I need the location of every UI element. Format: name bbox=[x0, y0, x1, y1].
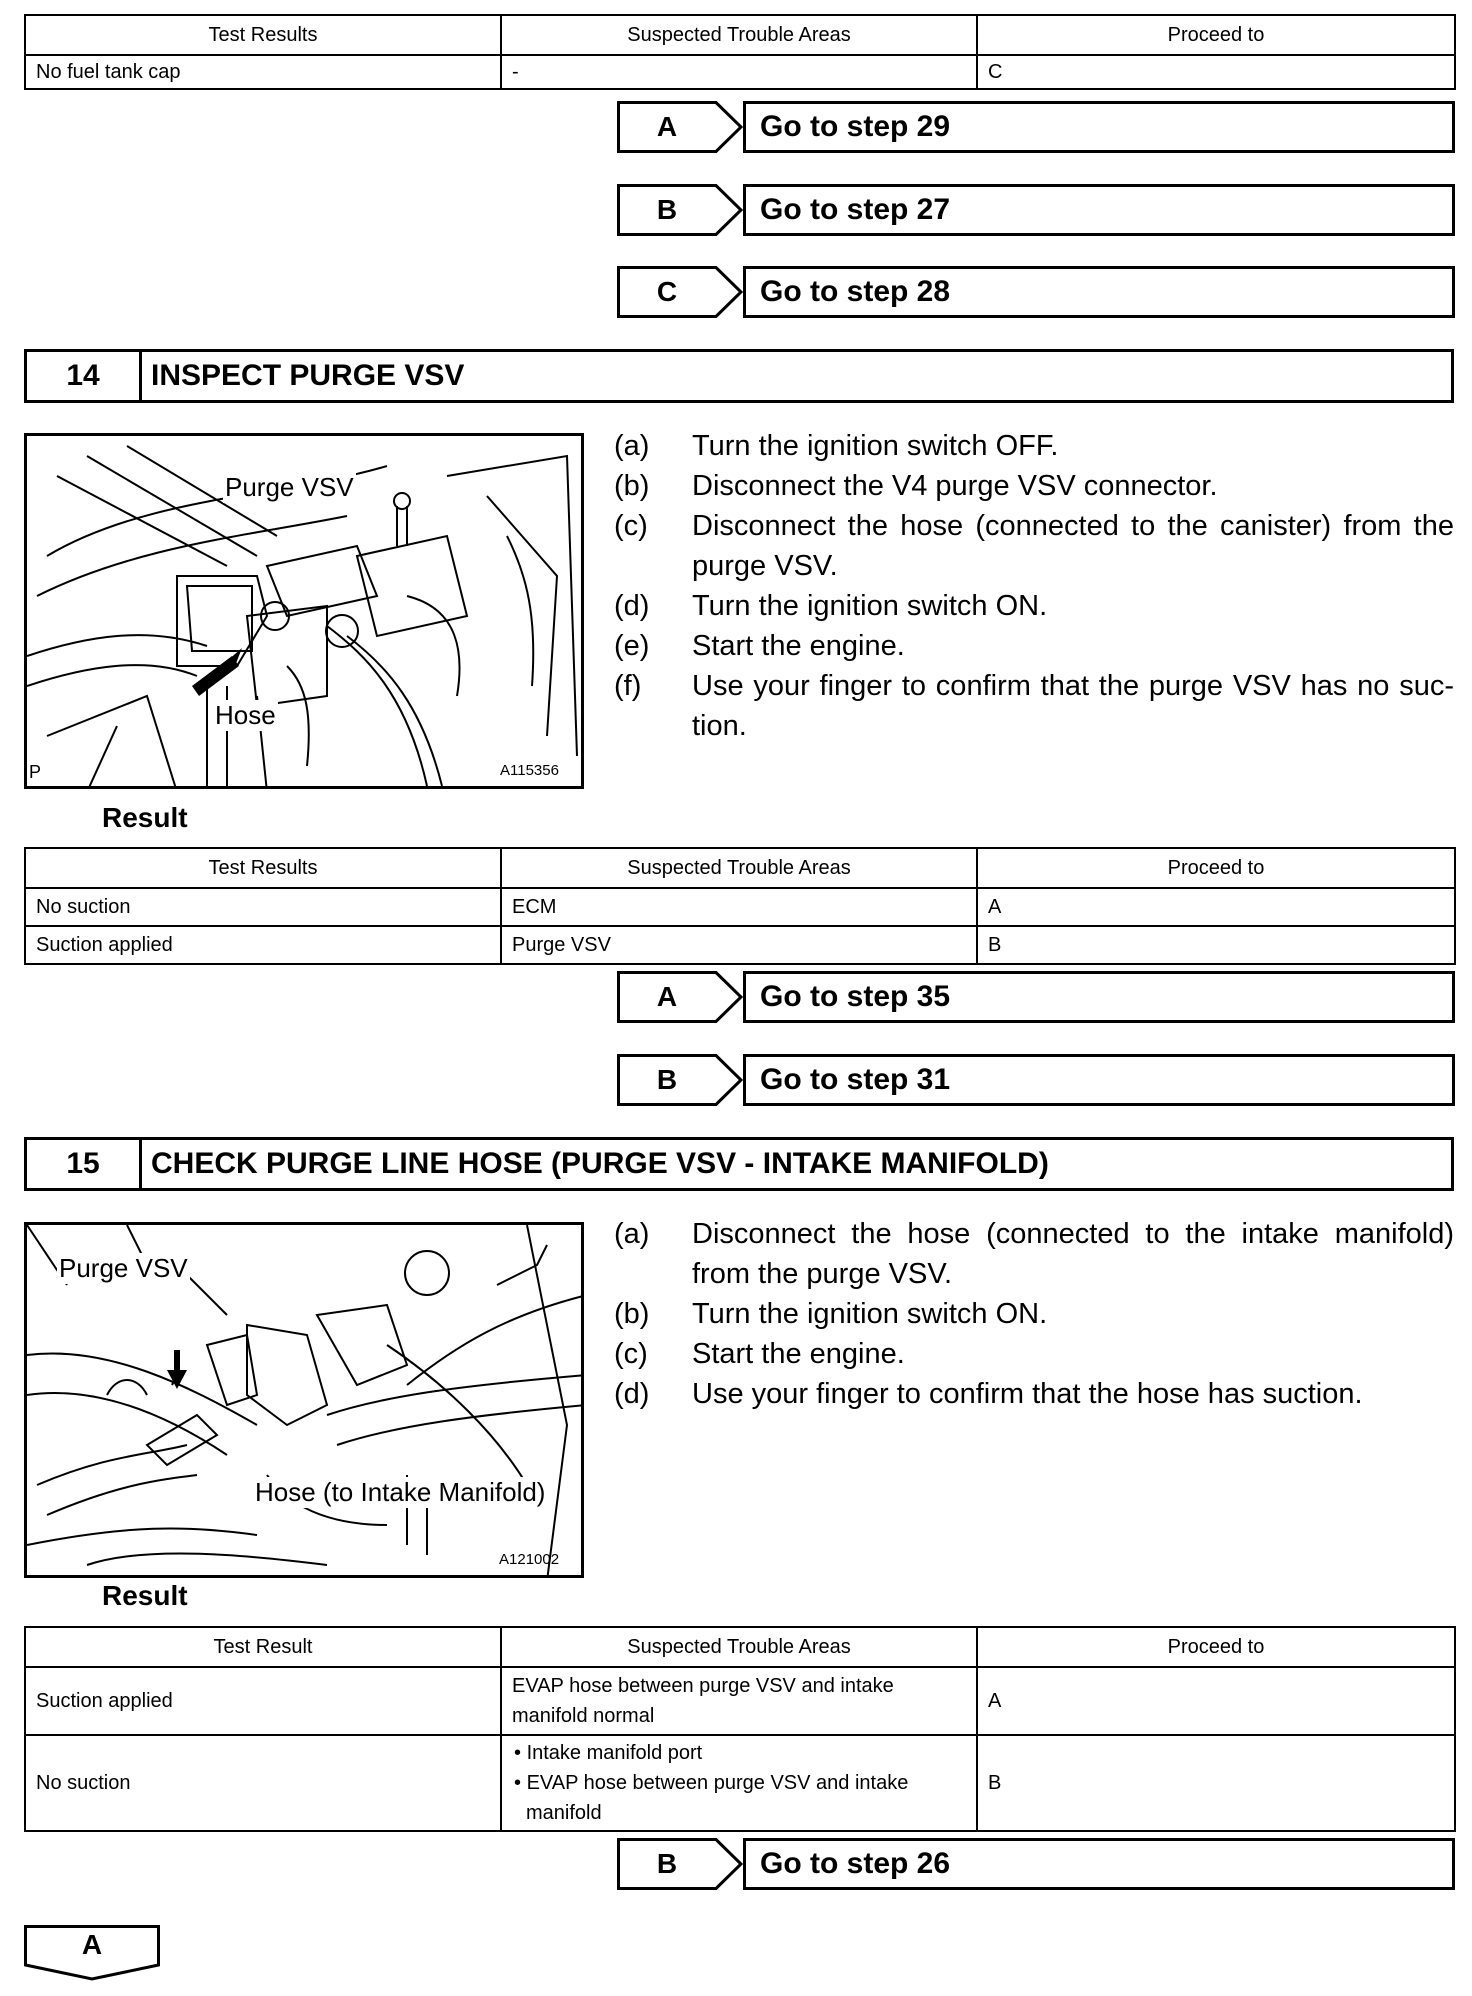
continue-tag-letter: A bbox=[81, 1929, 103, 1960]
figure-code: A115356 bbox=[500, 762, 559, 779]
step-text: Use your finger to confirm that the purge VSV has no suc-tion. bbox=[692, 670, 1454, 742]
table-row bbox=[25, 926, 1455, 964]
branch-a-step-35[interactable] bbox=[617, 971, 1455, 1023]
step-key: (a) bbox=[614, 430, 650, 462]
step-item bbox=[614, 626, 1454, 666]
step-key: (d) bbox=[614, 590, 650, 622]
bullet-item: • EVAP hose between purge VSV and intake manifold bbox=[514, 1772, 909, 1824]
branch-go-to[interactable]: Go to step 35 bbox=[743, 971, 1455, 1023]
figure-label-hose: Hose bbox=[215, 700, 276, 730]
step-key: (f) bbox=[614, 670, 642, 702]
branch-go-to[interactable]: Go to step 26 bbox=[743, 1838, 1455, 1890]
step-key: (b) bbox=[614, 470, 650, 502]
results-table-14 bbox=[24, 847, 1456, 965]
step-text: Turn the ignition switch ON. bbox=[692, 590, 1048, 622]
table-row bbox=[25, 1735, 1455, 1831]
section-15-steps bbox=[614, 1214, 1454, 1414]
section-14-steps bbox=[614, 426, 1454, 746]
step-text: Turn the ignition switch ON. bbox=[692, 1298, 1048, 1330]
step-key: (d) bbox=[614, 1378, 650, 1410]
figure-label-purge-vsv: Purge VSV bbox=[59, 1253, 188, 1283]
step-text: Turn the ignition switch OFF. bbox=[692, 430, 1059, 462]
column-header: Proceed to bbox=[977, 15, 1455, 55]
step-text: Disconnect the hose (connected to the intake manifold) from the purge VSV. bbox=[692, 1218, 1454, 1290]
table-cell: A bbox=[977, 1667, 1455, 1735]
table-cell: ECM bbox=[501, 888, 977, 926]
step-item bbox=[614, 586, 1454, 626]
figure-corner-mark: P bbox=[29, 762, 42, 782]
table-cell bbox=[501, 1735, 977, 1831]
step-item bbox=[614, 1214, 1454, 1294]
step-text: Start the engine. bbox=[692, 1338, 905, 1370]
bullet-text: EVAP hose between purge VSV and intake manifold bbox=[526, 1772, 909, 1824]
bullet-text: Intake manifold port bbox=[526, 1742, 703, 1764]
branch-letter: C bbox=[656, 276, 678, 307]
result-label: Result bbox=[102, 1580, 188, 1611]
table-cell: B bbox=[977, 926, 1455, 964]
table-cell: Suction applied bbox=[25, 1667, 501, 1735]
result-label: Result bbox=[102, 802, 188, 833]
branch-letter: B bbox=[656, 1848, 678, 1879]
step-text: Disconnect the hose (connected to the canister) from the purge VSV. bbox=[692, 510, 1454, 582]
branch-letter: A bbox=[656, 111, 678, 142]
column-header: Suspected Trouble Areas bbox=[501, 1627, 977, 1667]
branch-letter: A bbox=[656, 981, 678, 1012]
branch-b-step-27[interactable] bbox=[617, 184, 1455, 236]
figure-label-hose: Hose (to Intake Manifold) bbox=[255, 1477, 546, 1507]
table-cell: No suction bbox=[25, 1735, 501, 1831]
step-item bbox=[614, 1374, 1454, 1414]
table-row bbox=[25, 888, 1455, 926]
table-cell: Suction applied bbox=[25, 926, 501, 964]
step-item bbox=[614, 466, 1454, 506]
section-15-header bbox=[24, 1137, 1454, 1191]
step-item bbox=[614, 1294, 1454, 1334]
results-table-15 bbox=[24, 1626, 1456, 1832]
bullet-item: • Intake manifold port bbox=[514, 1742, 703, 1764]
continue-tag-a[interactable] bbox=[24, 1925, 160, 1981]
table-row bbox=[25, 1667, 1455, 1735]
figure-purge-vsv bbox=[24, 433, 584, 789]
table-cell: A bbox=[977, 888, 1455, 926]
step-item bbox=[614, 506, 1454, 586]
figure-code: A121002 bbox=[499, 1551, 560, 1568]
section-number: 14 bbox=[27, 352, 142, 400]
figure-label-purge-vsv: Purge VSV bbox=[225, 472, 354, 502]
column-header: Proceed to bbox=[977, 1627, 1455, 1667]
section-number: 15 bbox=[27, 1140, 142, 1188]
column-header: Test Results bbox=[25, 15, 501, 55]
table-cell: Purge VSV bbox=[501, 926, 977, 964]
section-title: CHECK PURGE LINE HOSE (PURGE VSV - INTAKE MANIFOLD) bbox=[151, 1147, 1049, 1180]
table-cell: - bbox=[501, 55, 977, 89]
table-cell: B bbox=[977, 1735, 1455, 1831]
section-title: INSPECT PURGE VSV bbox=[151, 359, 465, 392]
column-header: Proceed to bbox=[977, 848, 1455, 888]
step-text: Start the engine. bbox=[692, 630, 905, 662]
branch-go-to[interactable]: Go to step 28 bbox=[743, 266, 1455, 318]
column-header: Suspected Trouble Areas bbox=[501, 848, 977, 888]
column-header: Test Result bbox=[25, 1627, 501, 1667]
table-row bbox=[25, 55, 1455, 89]
step-text: Disconnect the V4 purge VSV connector. bbox=[692, 470, 1218, 502]
results-table-top bbox=[24, 14, 1456, 90]
branch-go-to[interactable]: Go to step 31 bbox=[743, 1054, 1455, 1106]
table-cell: EVAP hose between purge VSV and intake manifold normal bbox=[501, 1667, 977, 1735]
branch-b-step-26[interactable] bbox=[617, 1838, 1455, 1890]
step-item bbox=[614, 666, 1454, 746]
column-header: Test Results bbox=[25, 848, 501, 888]
step-key: (c) bbox=[614, 510, 648, 542]
step-key: (e) bbox=[614, 630, 650, 662]
table-cell: C bbox=[977, 55, 1455, 89]
branch-go-to[interactable]: Go to step 29 bbox=[743, 101, 1455, 153]
step-item bbox=[614, 1334, 1454, 1374]
step-key: (b) bbox=[614, 1298, 650, 1330]
table-cell: No suction bbox=[25, 888, 501, 926]
step-key: (a) bbox=[614, 1218, 650, 1250]
branch-letter: B bbox=[656, 194, 678, 225]
step-item bbox=[614, 426, 1454, 466]
column-header: Suspected Trouble Areas bbox=[501, 15, 977, 55]
table-cell: No fuel tank cap bbox=[25, 55, 501, 89]
branch-go-to[interactable]: Go to step 27 bbox=[743, 184, 1455, 236]
branch-b-step-31[interactable] bbox=[617, 1054, 1455, 1106]
figure-purge-line-hose bbox=[24, 1222, 584, 1578]
branch-a-step-29[interactable] bbox=[617, 101, 1455, 153]
step-key: (c) bbox=[614, 1338, 648, 1370]
branch-letter: B bbox=[656, 1064, 678, 1095]
section-14-header bbox=[24, 349, 1454, 403]
branch-c-step-28[interactable] bbox=[617, 266, 1455, 318]
step-text: Use your finger to confirm that the hose has suction. bbox=[692, 1378, 1363, 1410]
